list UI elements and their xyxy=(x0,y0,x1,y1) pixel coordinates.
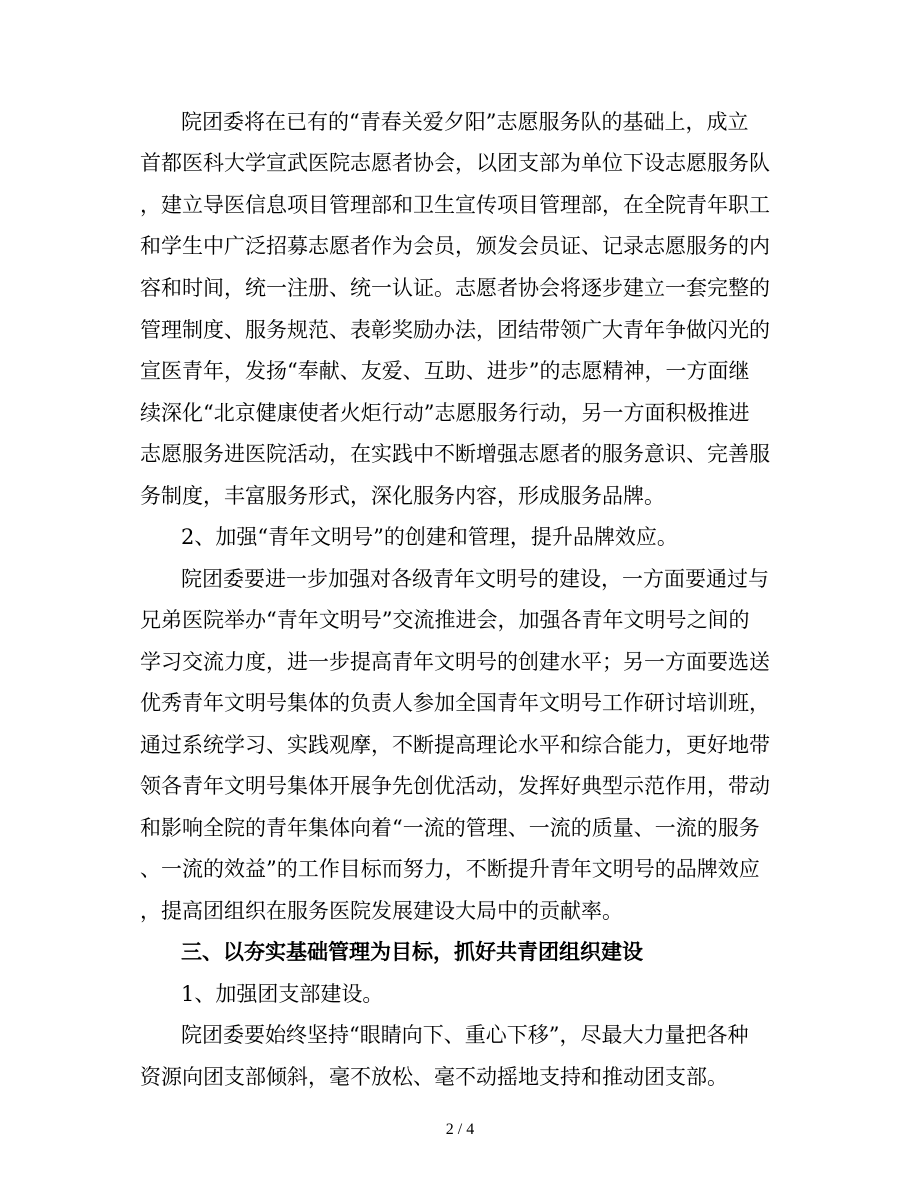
paragraph-line: 资源向团支部倾斜，毫不放松、毫不动摇地支持和推动团支部。 xyxy=(140,1065,728,1089)
paragraph-line: 容和时间，统一注册、统一认证。志愿者协会将逐步建立一套完整的 xyxy=(140,276,770,300)
section-subheading: 2、加强“青年文明号”的创建和管理，提升品牌效应。 xyxy=(181,525,678,549)
paragraph-line: 学习交流力度，进一步提高青年文明号的创建水平；另一方面要选送 xyxy=(140,650,770,674)
paragraph-line: 管理制度、服务规范、表彰奖励办法，团结带领广大青年争做闪光的 xyxy=(140,318,770,342)
paragraph-line: 宣医青年，发扬“奉献、友爱、互助、进步”的志愿精神，一方面继 xyxy=(140,359,750,383)
paragraph-line: 通过系统学习、实践观摩，不断提高理论水平和综合能力，更好地带 xyxy=(140,733,770,757)
section-heading: 三、以夯实基础管理为目标，抓好共青团组织建设 xyxy=(181,940,643,964)
paragraph-line: 优秀青年文明号集体的负责人参加全国青年文明号工作研讨培训班， xyxy=(140,691,770,715)
paragraph-line: 院团委将在已有的“青春关爱夕阳”志愿服务队的基础上，成立 xyxy=(181,110,749,134)
paragraph-line: 务制度，丰富服务形式，深化服务内容，形成服务品牌。 xyxy=(140,484,665,508)
page-number: 2 / 4 xyxy=(445,1121,475,1138)
paragraph-line: 领各青年文明号集体开展争先创优活动，发挥好典型示范作用，带动 xyxy=(140,774,770,798)
paragraph-line: 首都医科大学宣武医院志愿者协会，以团支部为单位下设志愿服务队 xyxy=(140,151,770,175)
paragraph-line: 院团委要始终坚持“眼睛向下、重心下移”，尽最大力量把各种 xyxy=(181,1023,749,1047)
paragraph-line: ，建立导医信息项目管理部和卫生宣传项目管理部，在全院青年职工 xyxy=(140,193,770,217)
paragraph-line: 兄弟医院举办“青年文明号”交流推进会，加强各青年文明号之间的 xyxy=(140,608,750,632)
paragraph-line: 、一流的效益”的工作目标而努力，不断提升青年文明号的品牌效应 xyxy=(140,857,760,881)
paragraph-line: 和影响全院的青年集体向着“一流的管理、一流的质量、一流的服务 xyxy=(140,816,760,840)
section-subheading: 1、加强团支部建设。 xyxy=(181,982,384,1006)
paragraph-line: 志愿服务进医院活动，在实践中不断增强志愿者的服务意识、完善服 xyxy=(140,442,770,466)
paragraph-line: 和学生中广泛招募志愿者作为会员，颁发会员证、记录志愿服务的内 xyxy=(140,234,770,258)
paragraph-line: 续深化“北京健康使者火炬行动”志愿服务行动，另一方面积极推进 xyxy=(140,401,750,425)
paragraph-line: ，提高团组织在服务医院发展建设大局中的贡献率。 xyxy=(140,899,623,923)
paragraph-line: 院团委要进一步加强对各级青年文明号的建设，一方面要通过与 xyxy=(181,567,769,591)
